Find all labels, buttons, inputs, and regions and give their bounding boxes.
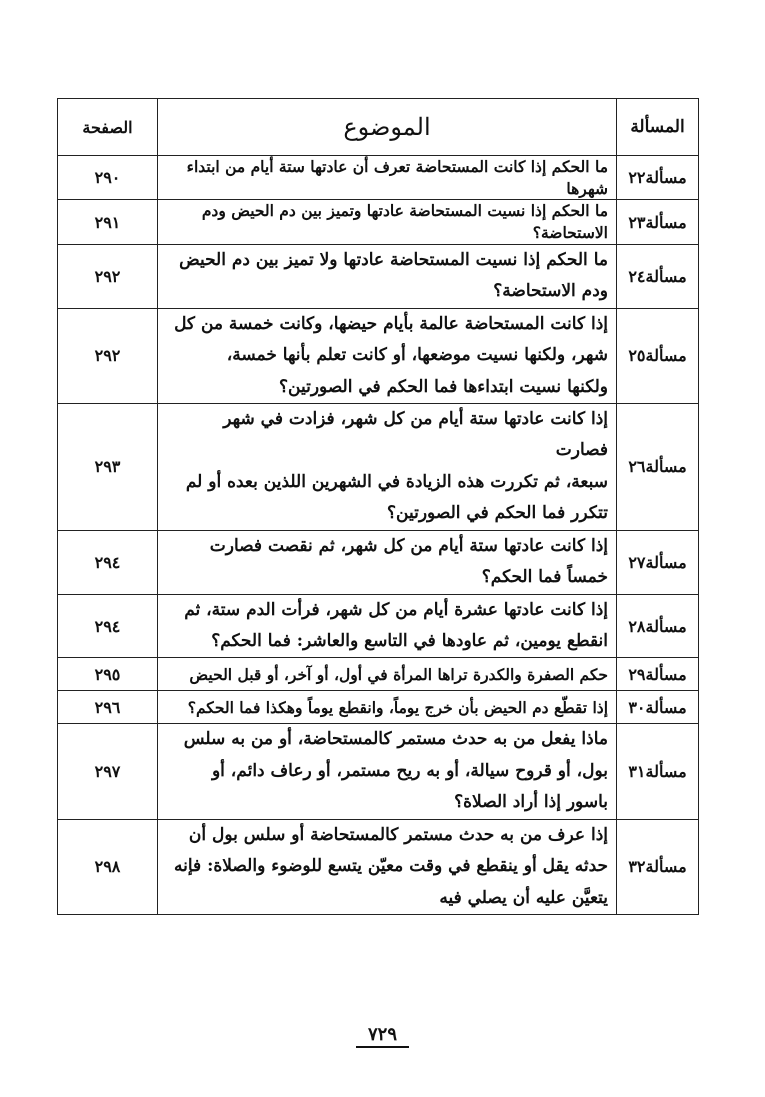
table-row bbox=[58, 308, 699, 403]
question-number: مسألة٢٥ bbox=[617, 308, 699, 403]
topic-line: إذا تقطّع دم الحيض بأن خرج يوماً، وانقطع يوماً وهكذا فما الحكم؟ bbox=[187, 697, 608, 717]
page-ref: ٢٩٠ bbox=[58, 156, 158, 200]
topic-line: إذا كانت عادتها ستة أيام من كل شهر، ثم نقصت فصارت bbox=[209, 535, 608, 556]
topic-text bbox=[158, 403, 617, 530]
topic-line: بول، أو قروح سيالة، أو به ريح مستمر، أو رعاف دائم، أو bbox=[211, 760, 608, 781]
page-ref: ٢٩٧ bbox=[58, 724, 158, 819]
topic-text bbox=[158, 658, 617, 691]
header-topic: الموضوع bbox=[158, 99, 617, 156]
table-row bbox=[58, 724, 699, 819]
table-row bbox=[58, 156, 699, 200]
question-number: مسألة٣٢ bbox=[617, 819, 699, 914]
table-row bbox=[58, 691, 699, 724]
question-number: مسألة٢٤ bbox=[617, 244, 699, 308]
page-ref: ٢٩٨ bbox=[58, 819, 158, 914]
page-ref: ٢٩٢ bbox=[58, 308, 158, 403]
question-number: مسألة٢٢ bbox=[617, 156, 699, 200]
topic-line: ما الحكم إذا نسيت المستحاضة عادتها وتميز بين دم الحيض ودم الاستحاضة؟ bbox=[201, 201, 608, 243]
topic-line: ماذا يفعل من به حدث مستمر كالمستحاضة، أو من به سلس bbox=[183, 729, 608, 750]
page-number bbox=[0, 1024, 765, 1048]
table-row bbox=[58, 530, 699, 594]
question-number: مسألة٢٣ bbox=[617, 200, 699, 244]
page-ref: ٢٩٦ bbox=[58, 691, 158, 724]
topic-line: إذا كانت عادتها عشرة أيام من كل شهر، فرأت الدم ستة، ثم bbox=[184, 599, 608, 620]
topic-line: يتعيَّن عليه أن يصلي فيه bbox=[439, 887, 608, 908]
topic-text bbox=[158, 244, 617, 308]
page-ref: ٢٩١ bbox=[58, 200, 158, 244]
header-page: الصفحة bbox=[58, 99, 158, 156]
topic-line: إذا عرف من به حدث مستمر كالمستحاضة أو سلس بول أن bbox=[188, 824, 608, 845]
table-row bbox=[58, 244, 699, 308]
topic-text bbox=[158, 530, 617, 594]
table-row bbox=[58, 658, 699, 691]
topic-line: شهر، ولكنها نسيت موضعها، أو كانت تعلم بأنها خمسة، bbox=[226, 345, 608, 366]
topic-line: انقطع يومين، ثم عاودها في التاسع والعاشر: فما الحكم؟ bbox=[211, 631, 608, 651]
topic-line: إذا كانت عادتها ستة أيام من كل شهر، فزادت في شهر فصارت bbox=[223, 408, 608, 461]
topics-index-table bbox=[57, 98, 699, 915]
topic-line: خمساً فما الحكم؟ bbox=[481, 567, 608, 588]
topic-line: حدثه يقل أو ينقطع في وقت معيّن يتسع للوضوء والصلاة: فإنه bbox=[174, 856, 608, 877]
table-row bbox=[58, 594, 699, 658]
topic-text bbox=[158, 200, 617, 244]
topic-line: سبعة، ثم تكررت هذه الزيادة في الشهرين اللذين بعده أو لم bbox=[185, 471, 608, 492]
topic-line: ودم الاستحاضة؟ bbox=[493, 281, 608, 302]
page-number-text: ٧٢٩ bbox=[356, 1024, 409, 1048]
page-ref: ٢٩٤ bbox=[58, 594, 158, 658]
question-number: مسألة٣١ bbox=[617, 724, 699, 819]
topic-line: إذا كانت المستحاضة عالمة بأيام حيضها، وكانت خمسة من كل bbox=[174, 313, 608, 334]
topic-line: ولكنها نسيت ابتداءها فما الحكم في الصورتين؟ bbox=[279, 376, 608, 397]
question-number: مسألة٢٧ bbox=[617, 530, 699, 594]
topic-text bbox=[158, 724, 617, 819]
question-number: مسألة٢٩ bbox=[617, 658, 699, 691]
table-body bbox=[58, 156, 699, 915]
header-row bbox=[58, 99, 699, 156]
page-ref: ٢٩٤ bbox=[58, 530, 158, 594]
table-row bbox=[58, 819, 699, 914]
page-ref: ٢٩٢ bbox=[58, 244, 158, 308]
table-row bbox=[58, 200, 699, 244]
topic-line: تتكرر فما الحكم في الصورتين؟ bbox=[387, 503, 608, 524]
page-ref: ٢٩٣ bbox=[58, 403, 158, 530]
question-number: مسألة٢٨ bbox=[617, 594, 699, 658]
topic-line: حكم الصفرة والكدرة تراها المرأة في أول، أو آخر، أو قبل الحيض bbox=[189, 664, 608, 684]
topic-line: باسور إذا أراد الصلاة؟ bbox=[454, 792, 608, 813]
question-number: مسألة٣٠ bbox=[617, 691, 699, 724]
page-ref: ٢٩٥ bbox=[58, 658, 158, 691]
topic-line: ما الحكم إذا كانت المستحاضة تعرف أن عادتها ستة أيام من ابتداء شهرها bbox=[186, 157, 608, 198]
topic-line: ما الحكم إذا نسيت المستحاضة عادتها ولا تميز بين دم الحيض bbox=[179, 249, 608, 270]
topic-text bbox=[158, 819, 617, 914]
header-question: المسألة bbox=[617, 99, 699, 156]
question-number: مسألة٢٦ bbox=[617, 403, 699, 530]
topic-text bbox=[158, 594, 617, 658]
table-row bbox=[58, 403, 699, 530]
topic-text bbox=[158, 156, 617, 200]
index-page bbox=[58, 98, 699, 915]
topic-text bbox=[158, 691, 617, 724]
topic-text bbox=[158, 308, 617, 403]
